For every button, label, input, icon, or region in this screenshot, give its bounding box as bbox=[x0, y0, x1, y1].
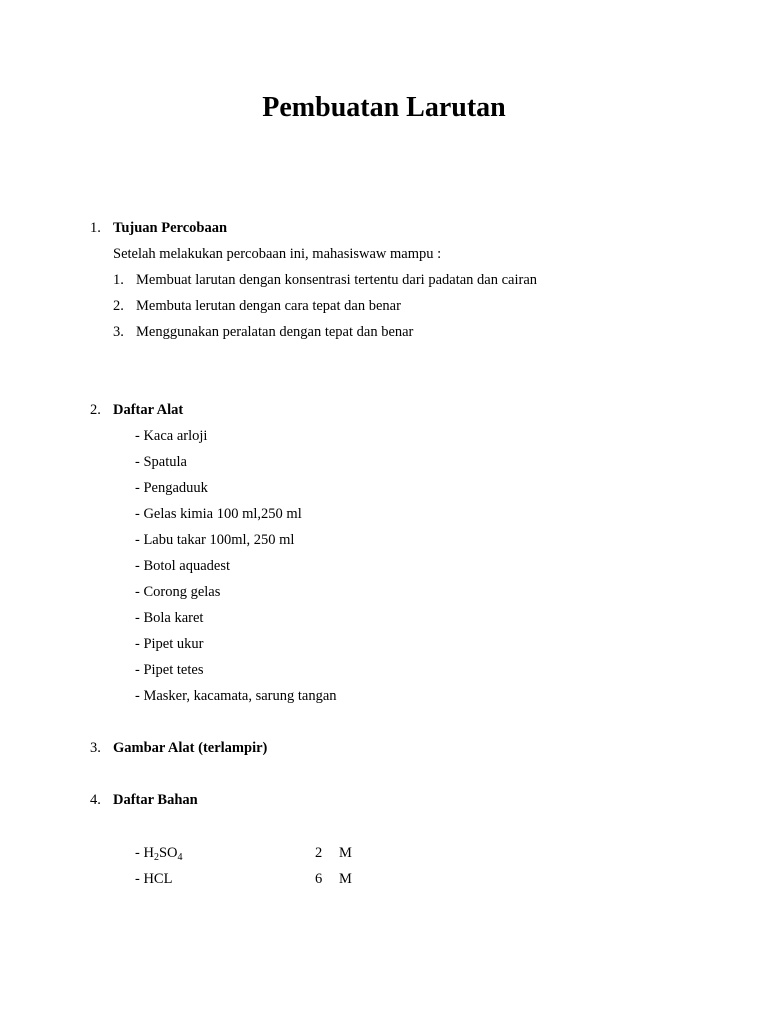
objective-text: Membuat larutan dengan konsentrasi tertentu dari padatan dan cairan bbox=[136, 272, 538, 288]
tool-list-item: - Labu takar 100ml, 250 ml bbox=[135, 532, 295, 548]
objective-text: Membuta lerutan dengan cara tepat dan benar bbox=[136, 298, 401, 314]
objective-number: 2. bbox=[113, 298, 124, 314]
section-2-number: 2. bbox=[90, 402, 101, 418]
chemical-unit: M bbox=[339, 871, 352, 887]
objective-number: 1. bbox=[113, 272, 124, 288]
chemical-formula-subscript: 4 bbox=[177, 852, 183, 863]
chemical-concentration: 6 bbox=[315, 871, 323, 887]
tool-list-item: - Pipet tetes bbox=[135, 662, 204, 678]
objective-number: 3. bbox=[113, 324, 124, 340]
tool-list-item: - Pengaduuk bbox=[135, 480, 208, 496]
tool-list-item: - Gelas kimia 100 ml,250 ml bbox=[135, 506, 302, 522]
chemical-formula-subscript: 2 bbox=[153, 852, 159, 863]
tool-list-item: - Pipet ukur bbox=[135, 636, 204, 652]
document-title: Pembuatan Larutan bbox=[262, 92, 506, 123]
chemical-formula-part: SO bbox=[158, 845, 178, 861]
tool-list-item: - Bola karet bbox=[135, 610, 204, 626]
tool-list-item: - Kaca arloji bbox=[135, 428, 208, 444]
chemical-concentration: 2 bbox=[315, 845, 323, 861]
tool-list-item: - Masker, kacamata, sarung tangan bbox=[135, 688, 337, 704]
chemical-name: - HCL bbox=[135, 871, 173, 887]
tool-list-item: - Corong gelas bbox=[135, 584, 221, 600]
section-4-title: Daftar Bahan bbox=[113, 792, 198, 808]
chemical-formula-part: - H bbox=[135, 845, 154, 861]
objective-text: Menggunakan peralatan dengan tepat dan benar bbox=[136, 324, 414, 340]
section-4-number: 4. bbox=[90, 792, 101, 808]
section-1-title: Tujuan Percobaan bbox=[113, 220, 228, 236]
chemical-unit: M bbox=[339, 845, 352, 861]
tool-list-item: - Spatula bbox=[135, 454, 187, 470]
section-3-title: Gambar Alat (terlampir) bbox=[113, 740, 268, 756]
chemical-name bbox=[135, 844, 182, 862]
tool-list-item: - Botol aquadest bbox=[135, 558, 231, 574]
section-2-title: Daftar Alat bbox=[113, 402, 184, 418]
section-3-number: 3. bbox=[90, 740, 101, 756]
section-1-intro: Setelah melakukan percobaan ini, mahasiswaw mampu : bbox=[113, 246, 442, 262]
section-1-number: 1. bbox=[90, 220, 101, 236]
